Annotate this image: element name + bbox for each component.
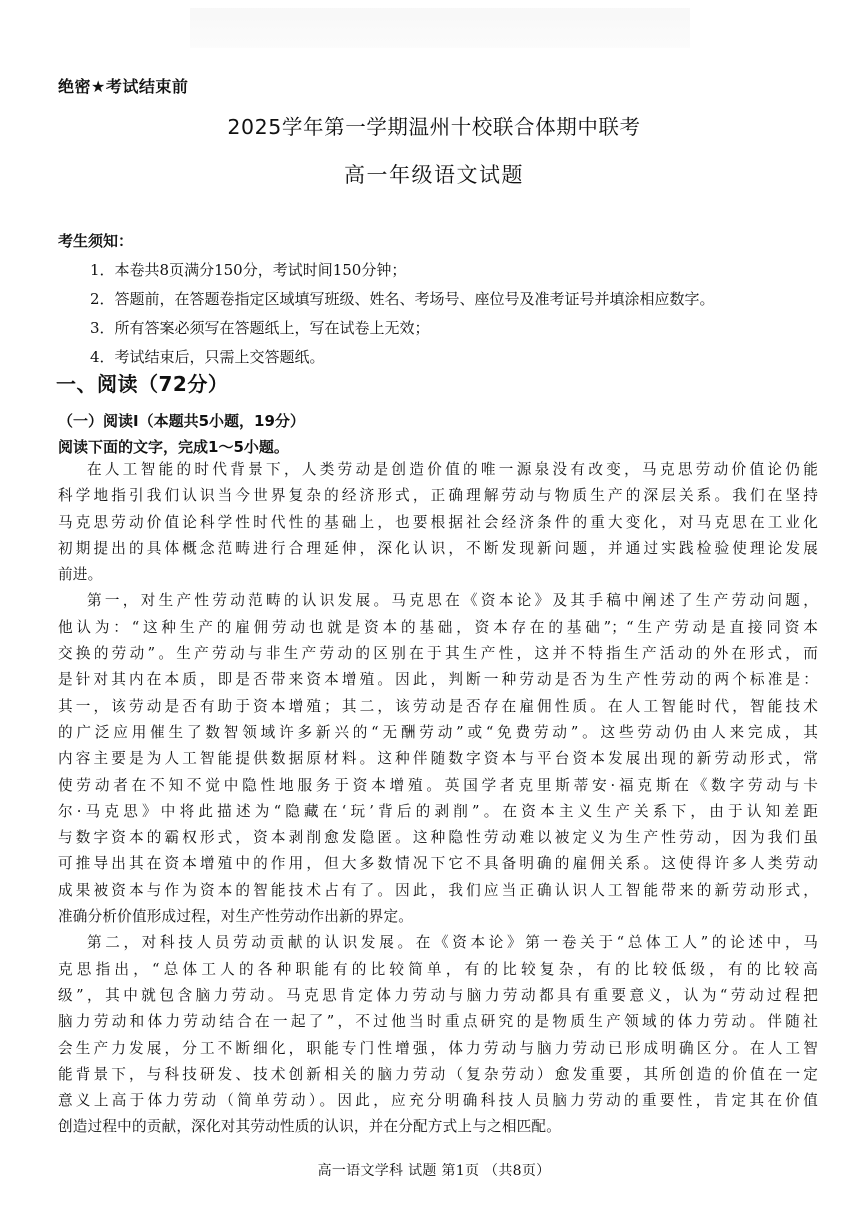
passage-line: 级”，其中就包含脑力劳动。马克思肯定体力劳动与脑力劳动都具有重要意义，认为“劳动过程把 bbox=[58, 986, 818, 1004]
reading-instruction: 阅读下面的文字，完成1～5小题。 bbox=[58, 438, 289, 456]
notice-heading: 考生须知： bbox=[58, 232, 134, 250]
passage-line: 他认为：“这种生产的雇佣劳动也就是资本的基础，资本存在的基础”；“生产劳动是直接同资本 bbox=[58, 618, 818, 636]
passage-line: 使劳动者在不知不觉中隐性地服务于资本增殖。英国学者克里斯蒂安·福克斯在《数字劳动与卡 bbox=[58, 776, 818, 794]
passage-line: 第二，对科技人员劳动贡献的认识发展。在《资本论》第一卷关于“总体工人”的论述中，马 bbox=[87, 934, 818, 952]
passage-line: 意义上高于体力劳动（简单劳动）。因此，应充分明确科技人员脑力劳动的重要性，肯定其在价值 bbox=[58, 1092, 818, 1110]
notice-item: 2．答题前，在答题卷指定区域填写班级、姓名、考场号、座位号及准考证号并填涂相应数字。 bbox=[90, 290, 715, 308]
passage-line: 创造过程中的贡献，深化对其劳动性质的认识，并在分配方式上与之相匹配。 bbox=[58, 1118, 561, 1136]
scan-shadow bbox=[190, 8, 690, 48]
passage-line: 是针对其内在本质，即是否带来资本增殖。因此，判断一种劳动是否为生产性劳动的两个标准是： bbox=[58, 671, 818, 689]
passage-line: 能背景下，与科技研发、技术创新相关的脑力劳动（复杂劳动）愈发重要，其所创造的价值在一定 bbox=[58, 1065, 818, 1083]
passage-line: 交换的劳动”。生产劳动与非生产劳动的区别在于其生产性，这并不特指生产活动的外在形式，而 bbox=[58, 645, 818, 663]
passage-line: 科学地指引我们认识当今世界复杂的经济形式，正确理解劳动与物质生产的深层关系。我们在坚持 bbox=[58, 487, 818, 505]
notice-item: 4．考试结束后，只需上交答题纸。 bbox=[90, 348, 325, 366]
notice-item: 3．所有答案必须写在答题纸上，写在试卷上无效； bbox=[90, 319, 430, 337]
passage-line: 的广泛应用催生了数智领域许多新兴的“无酬劳动”或“免费劳动”。这些劳动仍由人来完成，其 bbox=[58, 723, 818, 741]
passage-line: 脑力劳动和体力劳动结合在一起了”，不过他当时重点研究的是物质生产领域的体力劳动。伴随社 bbox=[58, 1013, 818, 1031]
subsection-heading: （一）阅读Ⅰ（本题共5小题，19分） bbox=[58, 412, 305, 430]
passage-line: 克思指出，“总体工人的各种职能有的比较简单，有的比较复杂，有的比较低级，有的比较高 bbox=[58, 960, 818, 978]
passage-line: 马克思劳动价值论科学性时代性的基础上，也要根据社会经济条件的重大变化，对马克思在工业化 bbox=[58, 513, 818, 531]
passage-line: 成果被资本与作为资本的智能技术占有了。因此，我们应当正确认识人工智能带来的新劳动形式， bbox=[58, 881, 818, 899]
passage-line: 与数字资本的霸权形式，资本剥削愈发隐匿。这种隐性劳动难以被定义为生产性劳动，因为我们虽 bbox=[58, 829, 818, 847]
notice-item: 1．本卷共8页满分150分，考试时间150分钟； bbox=[90, 261, 407, 279]
notice-list bbox=[90, 256, 715, 372]
exam-subtitle: 高一年级语文试题 bbox=[344, 163, 524, 187]
section-heading: 一、阅读（72分） bbox=[56, 372, 229, 396]
passage-line: 可推导出其在资本增殖中的作用，但大多数情况下它不具备明确的雇佣关系。这使得许多人类劳动 bbox=[58, 855, 818, 873]
page-footer: 高一语文学科 试题 第1页 （共8页） bbox=[317, 1163, 551, 1179]
passage-line: 内容主要是为人工智能提供数据原材料。这种伴随数字资本与平台资本发展出现的新劳动形式，常 bbox=[58, 750, 818, 768]
exam-title: 2025学年第一学期温州十校联合体期中联考 bbox=[227, 115, 641, 139]
passage-line: 初期提出的具体概念范畴进行合理延伸，深化认识，不断发现新问题，并通过实践检验使理论发展 bbox=[58, 539, 818, 557]
passage-line: 在人工智能的时代背景下，人类劳动是创造价值的唯一源泉没有改变，马克思劳动价值论仍能 bbox=[87, 461, 818, 478]
reading-passage bbox=[58, 457, 818, 1141]
passage-line: 尔·马克思》中将此描述为“隐藏在‘玩’背后的剥削”。在资本主义生产关系下，由于认知差距 bbox=[58, 802, 818, 820]
passage-line: 前进。 bbox=[58, 566, 103, 584]
passage-line: 其一，该劳动是否有助于资本增殖；其二，该劳动是否存在雇佣性质。在人工智能时代，智能技术 bbox=[58, 697, 818, 715]
passage-line: 会生产力发展，分工不断细化，职能专门性增强，体力劳动与脑力劳动已形成明确区分。在人工智 bbox=[58, 1039, 818, 1057]
confidential-label: 绝密★考试结束前 bbox=[58, 77, 189, 96]
passage-line: 准确分析价值形成过程，对生产性劳动作出新的界定。 bbox=[58, 908, 414, 926]
passage-line: 第一，对生产性劳动范畴的认识发展。马克思在《资本论》及其手稿中阐述了生产劳动问题， bbox=[87, 592, 818, 610]
